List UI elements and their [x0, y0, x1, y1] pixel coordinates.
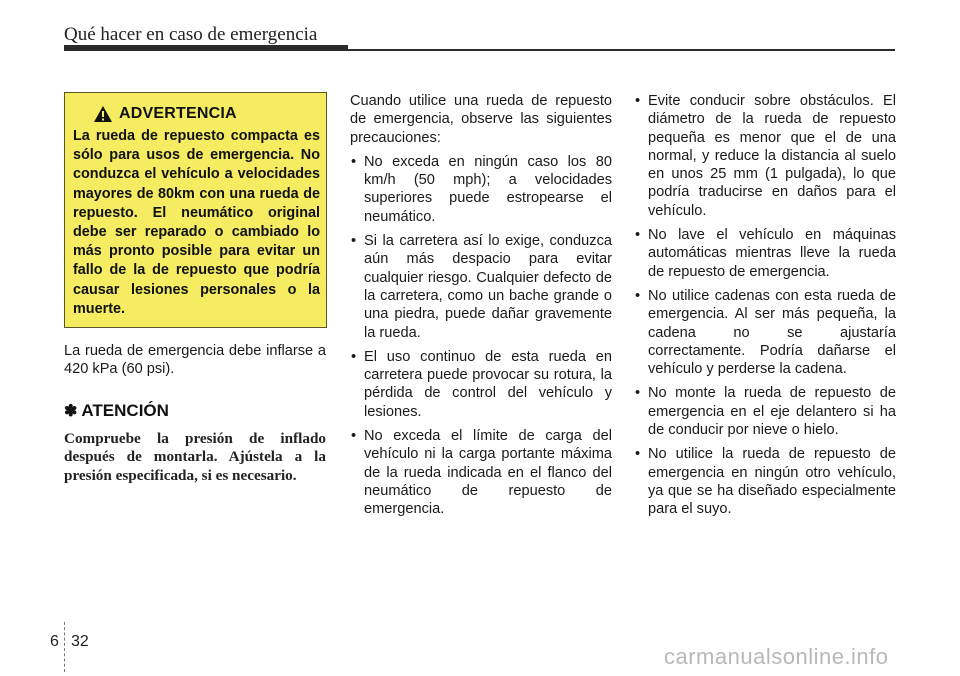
list-item: • Si la carretera así lo exige, conduzca aún más despacio para evitar cualquier riesgo. Cualquier defecto de la carretera, como un bache grande o una piedra, puede dañar gravemente la rueda.: [350, 232, 612, 342]
list-item: • El uso continuo de esta rueda en carretera puede provocar su rotura, la pérdida de control del vehículo y lesiones.: [350, 348, 612, 421]
precautions-list-middle: [350, 153, 612, 519]
list-item: • No utilice cadenas con esta rueda de emergencia. Al ser más pequeña, la cadena no se ajustaría correctamente. Podría dañarse el vehículo y perderse la cadena.: [634, 287, 896, 378]
warning-header: [73, 103, 320, 125]
header-rule-thick: [64, 45, 348, 51]
page-header-title: Qué hacer en caso de emergencia: [64, 24, 318, 45]
warning-triangle-icon: [93, 105, 113, 123]
warning-text: La rueda de repuesto compacta es sólo para usos de emergencia. No conduzca el vehículo a velocidades mayores de 80km con una rueda de repuesto. El neumático original debe ser reparado o cambiado lo más pronto posible para evitar un fallo de la de repuesto que podría causar lesiones personales o la muerte.: [73, 128, 320, 317]
warning-title: ADVERTENCIA: [119, 105, 237, 122]
page-number: 32: [71, 633, 89, 650]
list-item: • No lave el vehículo en máquinas automáticas mientras lleve la rueda de repuesto de emergencia.: [634, 226, 896, 281]
header-rule-thin: [348, 49, 895, 51]
list-item: • No utilice la rueda de repuesto de emergencia en ningún otro vehículo, ya que se ha diseñado especialmente para el suyo.: [634, 445, 896, 518]
watermark: carmanualsonline.info: [664, 644, 889, 669]
asterisk-icon: ✽: [64, 402, 78, 420]
inflation-text: La rueda de emergencia debe inflarse a 420 kPa (60 psi).: [64, 343, 326, 378]
column-right: [634, 92, 896, 525]
list-item: • No exceda en ningún caso los 80 km/h (50 mph); a velocidades superiores puede estropearse el neumático.: [350, 153, 612, 226]
footer-divider: [64, 622, 65, 672]
list-item: • Evite conducir sobre obstáculos. El diámetro de la rueda de repuesto pequeña es menor que el de una normal, y reduce la distancia al suelo en unos 25 mm (1 pulgada), lo que podría traducirse en daños para el vehículo.: [634, 92, 896, 220]
list-item: • No monte la rueda de repuesto de emergencia en el eje delantero si ha de conducir por nieve o hielo.: [634, 384, 896, 439]
list-item: • No exceda el límite de carga del vehículo ni la carga portante máxima de la rueda indicada en el flanco del neumático de repuesto de emergencia.: [350, 427, 612, 518]
precautions-intro: Cuando utilice una rueda de repuesto de emergencia, observe las siguientes precauciones:: [350, 93, 612, 146]
section-number: 6: [50, 633, 59, 650]
attention-header: [64, 401, 326, 421]
warning-box: [64, 92, 327, 328]
attention-text: Compruebe la presión de inflado después de montarla. Ajústela a la presión especificada, si es necesario.: [64, 429, 326, 484]
column-middle: [350, 92, 612, 525]
attention-title: ATENCIÓN: [81, 400, 169, 420]
column-left: [64, 92, 326, 486]
precautions-list-right: [634, 92, 896, 519]
